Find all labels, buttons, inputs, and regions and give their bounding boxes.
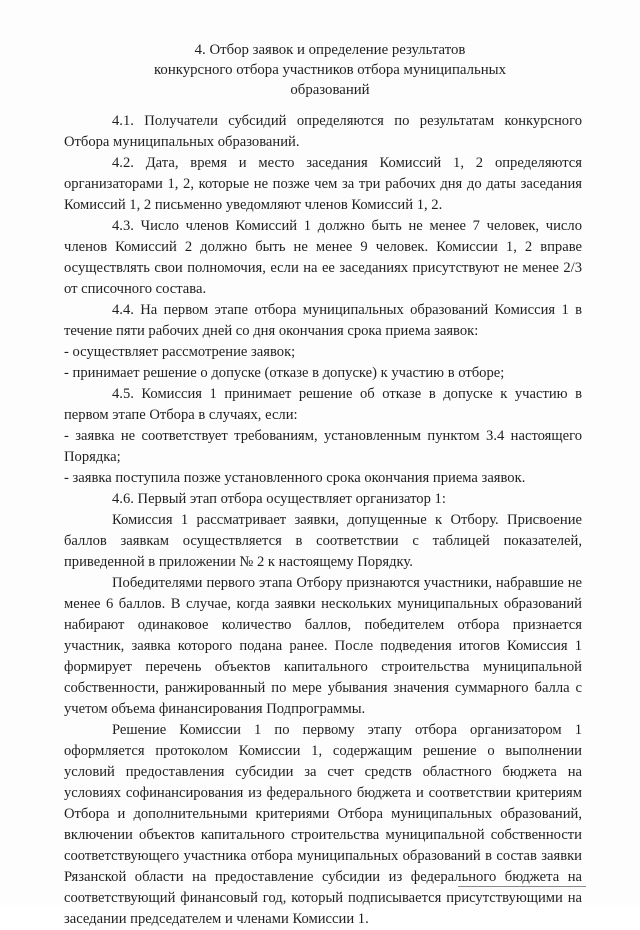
paragraph-4-6: 4.6. Первый этап отбора осуществляет организатор 1:: [112, 491, 446, 507]
paragraph-4-4: 4.4. На первом этапе отбора муниципальных образований Комиссия 1 в течение пяти рабочих дней со дня окончания срока приема заявок:: [64, 302, 582, 339]
paragraph-4-2: 4.2. Дата, время и место заседания Комиссий 1, 2 определяются организаторами 1, 2, которые не позже чем за три рабочих дня до даты заседания Комиссий 1, 2 письменно уведомляют членов Комиссий 1, 2.: [64, 155, 582, 213]
paragraph-4-1: 4.1. Получатели субсидий определяются по результатам конкурсного Отбора муниципальных образований.: [64, 113, 582, 150]
list-item-late: - заявка поступила позже установленного срока окончания приема заявок.: [64, 470, 526, 486]
paragraph-decision-protocol: Решение Комиссии 1 по первому этапу отбора организатором 1 оформляется протоколом Комиссии 1, содержащим решение о выполнении условий предоставления субсидии за счет средств областного бюджета на условиях софинансирования из федерального бюджета и соответствии критериям Отбора и дополнительными критериями Отбора муниципальных образований, включении объектов капитального строительства муниципальной собственности соответствующего участника отбора муниципальных образований в состав заявки Рязанской области на предоставление субсидии из федерального бюджета на соответствующий финансовый год, который подписывается присутствующими на заседании председателем и членами Комиссии 1.: [64, 722, 582, 927]
paragraph-4-5: 4.5. Комиссия 1 принимает решение об отказе в допуске к участию в первом этапе Отбора в случаях, если:: [64, 386, 582, 423]
heading-line-1: 4. Отбор заявок и определение результатов: [194, 42, 466, 58]
paragraph-4-3: 4.3. Число членов Комиссий 1 должно быть не менее 7 человек, число членов Комиссий 2 должно быть не менее 9 человек. Комиссии 1, 2 вправе осуществлять свои полномочия, если на ее заседаниях присутствуют не менее 2/3 от списочного состава.: [64, 218, 582, 297]
paragraph-winners: Победителями первого этапа Отбору признаются участники, набравшие не менее 6 баллов. В случае, когда заявки нескольких муниципальных образований набирают одинаковое количество баллов, победителем отбора признается участник, заявка которого подана ранее. После подведения итогов Комиссия 1 формирует перечень объектов капитального строительства муниципальной собственности, ранжированный по мере убывания значения суммарного балла с учетом объема финансирования Подпрограммы.: [64, 575, 582, 717]
list-item-requirements: - заявка не соответствует требованиям, установленным пунктом 3.4 настоящего Порядка;: [64, 428, 582, 465]
document-body: [64, 111, 582, 930]
list-item-decision: - принимает решение о допуске (отказе в допуске) к участию в отборе;: [64, 365, 505, 381]
footer-rule: [458, 886, 586, 887]
paragraph-commission-review: Комиссия 1 рассматривает заявки, допущенные к Отбору. Присвоение баллов заявкам осуществляется в соответствии с таблицей показателей, приведенной в приложении № 2 к настоящему Порядку.: [64, 512, 582, 570]
list-item-review: - осуществляет рассмотрение заявок;: [64, 344, 296, 360]
heading-line-3: образований: [290, 82, 370, 98]
heading-line-2: конкурсного отбора участников отбора муниципальных: [154, 62, 506, 78]
section-heading: [140, 40, 520, 100]
